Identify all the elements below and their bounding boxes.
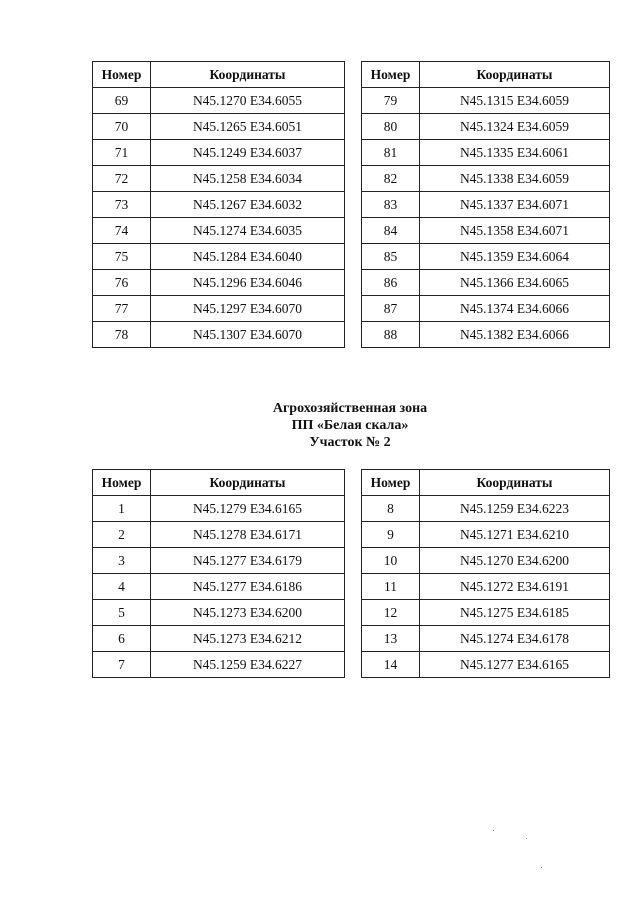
point-number-cell: 10 bbox=[362, 548, 420, 574]
coordinates-column-header: Координаты bbox=[420, 62, 610, 88]
coordinates-cell: N45.1374 E34.6066 bbox=[420, 296, 610, 322]
coordinates-table-1-7 bbox=[92, 469, 345, 678]
table-row bbox=[93, 626, 345, 652]
scan-speck bbox=[493, 830, 494, 831]
coordinates-cell: N45.1366 E34.6065 bbox=[420, 270, 610, 296]
point-number-cell: 69 bbox=[93, 88, 151, 114]
point-number-cell: 84 bbox=[362, 218, 420, 244]
coordinates-cell: N45.1274 E34.6035 bbox=[151, 218, 345, 244]
point-number-cell: 86 bbox=[362, 270, 420, 296]
point-number-cell: 13 bbox=[362, 626, 420, 652]
coordinates-cell: N45.1382 E34.6066 bbox=[420, 322, 610, 348]
number-column-header: Номер bbox=[93, 62, 151, 88]
table-row bbox=[362, 218, 610, 244]
coordinates-cell: N45.1278 E34.6171 bbox=[151, 522, 345, 548]
scan-speck bbox=[541, 867, 542, 868]
table-row bbox=[93, 322, 345, 348]
scan-speck bbox=[526, 838, 527, 839]
number-column-header: Номер bbox=[362, 470, 420, 496]
coordinates-cell: N45.1359 E34.6064 bbox=[420, 244, 610, 270]
coordinates-cell: N45.1277 E34.6165 bbox=[420, 652, 610, 678]
point-number-cell: 83 bbox=[362, 192, 420, 218]
table-row bbox=[362, 296, 610, 322]
table-header-row bbox=[93, 470, 345, 496]
table-row bbox=[93, 548, 345, 574]
table-row bbox=[362, 496, 610, 522]
table-row bbox=[93, 270, 345, 296]
point-number-cell: 75 bbox=[93, 244, 151, 270]
coordinates-cell: N45.1258 E34.6034 bbox=[151, 166, 345, 192]
coordinates-cell: N45.1315 E34.6059 bbox=[420, 88, 610, 114]
coordinates-cell: N45.1277 E34.6186 bbox=[151, 574, 345, 600]
point-number-cell: 2 bbox=[93, 522, 151, 548]
coordinates-cell: N45.1297 E34.6070 bbox=[151, 296, 345, 322]
table-row bbox=[362, 88, 610, 114]
table-row bbox=[362, 522, 610, 548]
coordinates-table-8-14 bbox=[361, 469, 610, 678]
coordinates-cell: N45.1272 E34.6191 bbox=[420, 574, 610, 600]
point-number-cell: 74 bbox=[93, 218, 151, 244]
table-header-row bbox=[93, 62, 345, 88]
point-number-cell: 8 bbox=[362, 496, 420, 522]
coordinates-table-69-78 bbox=[92, 61, 345, 348]
point-number-cell: 85 bbox=[362, 244, 420, 270]
coordinates-cell: N45.1337 E34.6071 bbox=[420, 192, 610, 218]
table-row bbox=[93, 600, 345, 626]
table-row bbox=[362, 600, 610, 626]
number-column-header: Номер bbox=[362, 62, 420, 88]
table-row bbox=[93, 192, 345, 218]
coordinates-cell: N45.1271 E34.6210 bbox=[420, 522, 610, 548]
coordinates-cell: N45.1307 E34.6070 bbox=[151, 322, 345, 348]
coordinates-cell: N45.1335 E34.6061 bbox=[420, 140, 610, 166]
table-row bbox=[362, 270, 610, 296]
point-number-cell: 82 bbox=[362, 166, 420, 192]
table-row bbox=[93, 244, 345, 270]
coordinates-cell: N45.1284 E34.6040 bbox=[151, 244, 345, 270]
table-row bbox=[93, 88, 345, 114]
table-row bbox=[93, 166, 345, 192]
table-row bbox=[93, 522, 345, 548]
point-number-cell: 76 bbox=[93, 270, 151, 296]
point-number-cell: 81 bbox=[362, 140, 420, 166]
point-number-cell: 6 bbox=[93, 626, 151, 652]
coordinates-cell: N45.1259 E34.6227 bbox=[151, 652, 345, 678]
table-row bbox=[93, 114, 345, 140]
coordinates-table-79-88 bbox=[361, 61, 610, 348]
number-column-header: Номер bbox=[93, 470, 151, 496]
point-number-cell: 4 bbox=[93, 574, 151, 600]
coordinates-cell: N45.1358 E34.6071 bbox=[420, 218, 610, 244]
coordinates-column-header: Координаты bbox=[151, 62, 345, 88]
table-row bbox=[93, 574, 345, 600]
zone-heading: Агрохозяйственная зона bbox=[272, 401, 428, 416]
coordinates-cell: N45.1265 E34.6051 bbox=[151, 114, 345, 140]
table-row bbox=[362, 652, 610, 678]
table-row bbox=[93, 140, 345, 166]
point-number-cell: 11 bbox=[362, 574, 420, 600]
table-row bbox=[362, 114, 610, 140]
point-number-cell: 1 bbox=[93, 496, 151, 522]
coordinates-cell: N45.1273 E34.6212 bbox=[151, 626, 345, 652]
plot-number-heading: Участок № 2 bbox=[309, 435, 391, 450]
table-row bbox=[362, 548, 610, 574]
table-row bbox=[93, 296, 345, 322]
point-number-cell: 80 bbox=[362, 114, 420, 140]
point-number-cell: 79 bbox=[362, 88, 420, 114]
park-name-heading: ПП «Белая скала» bbox=[291, 418, 409, 433]
coordinates-cell: N45.1275 E34.6185 bbox=[420, 600, 610, 626]
table-row bbox=[362, 140, 610, 166]
point-number-cell: 72 bbox=[93, 166, 151, 192]
table-header-row bbox=[362, 62, 610, 88]
table-row bbox=[362, 166, 610, 192]
point-number-cell: 12 bbox=[362, 600, 420, 626]
coordinates-cell: N45.1324 E34.6059 bbox=[420, 114, 610, 140]
point-number-cell: 73 bbox=[93, 192, 151, 218]
coordinates-column-header: Координаты bbox=[420, 470, 610, 496]
table-row bbox=[93, 652, 345, 678]
point-number-cell: 87 bbox=[362, 296, 420, 322]
point-number-cell: 71 bbox=[93, 140, 151, 166]
coordinates-cell: N45.1296 E34.6046 bbox=[151, 270, 345, 296]
coordinates-cell: N45.1267 E34.6032 bbox=[151, 192, 345, 218]
point-number-cell: 3 bbox=[93, 548, 151, 574]
coordinates-cell: N45.1249 E34.6037 bbox=[151, 140, 345, 166]
table-row bbox=[362, 626, 610, 652]
coordinates-column-header: Координаты bbox=[151, 470, 345, 496]
table-header-row bbox=[362, 470, 610, 496]
coordinates-cell: N45.1273 E34.6200 bbox=[151, 600, 345, 626]
coordinates-cell: N45.1277 E34.6179 bbox=[151, 548, 345, 574]
table-row bbox=[93, 218, 345, 244]
coordinates-cell: N45.1270 E34.6200 bbox=[420, 548, 610, 574]
coordinates-cell: N45.1338 E34.6059 bbox=[420, 166, 610, 192]
table-row bbox=[362, 574, 610, 600]
table-row bbox=[362, 192, 610, 218]
point-number-cell: 14 bbox=[362, 652, 420, 678]
table-row bbox=[362, 322, 610, 348]
point-number-cell: 70 bbox=[93, 114, 151, 140]
point-number-cell: 7 bbox=[93, 652, 151, 678]
table-row bbox=[93, 496, 345, 522]
point-number-cell: 5 bbox=[93, 600, 151, 626]
coordinates-cell: N45.1270 E34.6055 bbox=[151, 88, 345, 114]
table-row bbox=[362, 244, 610, 270]
point-number-cell: 77 bbox=[93, 296, 151, 322]
point-number-cell: 9 bbox=[362, 522, 420, 548]
point-number-cell: 88 bbox=[362, 322, 420, 348]
point-number-cell: 78 bbox=[93, 322, 151, 348]
coordinates-cell: N45.1259 E34.6223 bbox=[420, 496, 610, 522]
coordinates-cell: N45.1274 E34.6178 bbox=[420, 626, 610, 652]
coordinates-cell: N45.1279 E34.6165 bbox=[151, 496, 345, 522]
